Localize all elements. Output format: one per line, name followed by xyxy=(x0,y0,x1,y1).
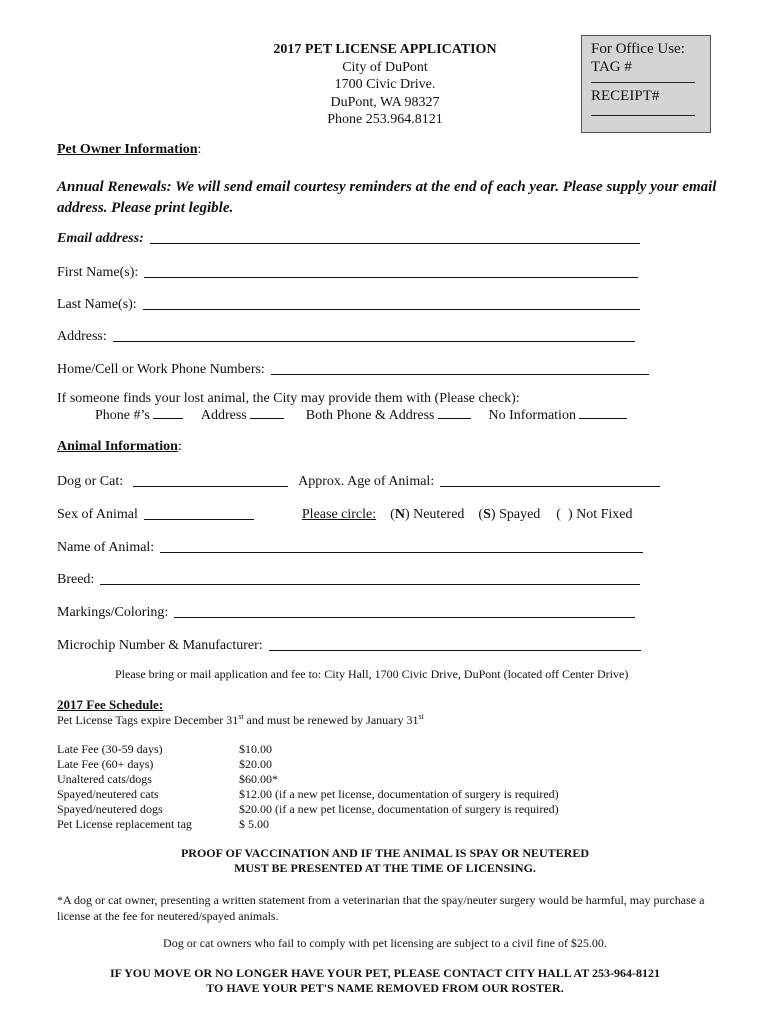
form-header xyxy=(230,41,540,129)
sex-field[interactable] xyxy=(144,518,254,520)
breed-field[interactable] xyxy=(100,583,640,585)
street-address: 1700 Civic Drive. xyxy=(334,77,436,92)
animal-name-label: Name of Animal: xyxy=(57,540,155,555)
mail-note: Please bring or mail application and fee to: City Hall, 1700 Civic Drive, DuPont (located off Center Drive) xyxy=(115,667,629,681)
phone-row xyxy=(57,360,649,378)
option-phone: Phone #’s xyxy=(95,408,150,423)
tag-blank[interactable] xyxy=(591,76,695,83)
move-notice: IF YOU MOVE OR NO LONGER HAVE YOUR PET, PLEASE CONTACT CITY HALL AT 253-964-8121 TO HAVE YOUR PET'S NAME REMOVED FROM OUR ROSTER. xyxy=(110,966,660,995)
city-name: City of DuPont xyxy=(342,59,428,75)
option-both: Both Phone & Address xyxy=(305,408,435,423)
option-phone-check[interactable] xyxy=(153,408,183,419)
address-label: Address: xyxy=(57,329,107,344)
renewal-note: Annual Renewals: We will send email courtesy reminders at the end of each year. Please supply your email address. Please print legible. xyxy=(57,179,717,216)
tag-label: TAG # xyxy=(591,59,632,75)
age-field[interactable] xyxy=(440,485,660,487)
fee-row: Spayed/neutered dogs $20.00 (if a new pet license, documentation of surgery is required) xyxy=(57,802,559,816)
first-name-row xyxy=(57,263,638,281)
fee-row: Late Fee (60+ days) $20.00 xyxy=(57,757,272,771)
option-address: Address xyxy=(200,408,247,423)
fee-row: Unaltered cats/dogs $60.00* xyxy=(57,772,278,786)
microchip-label: Microchip Number & Manufacturer: xyxy=(57,638,263,653)
animal-name-field[interactable] xyxy=(160,551,643,553)
sex-row xyxy=(57,505,633,523)
form-title: 2017 PET LICENSE APPLICATION xyxy=(273,42,497,57)
sex-label: Sex of Animal xyxy=(57,507,138,522)
last-name-row xyxy=(57,295,640,313)
office-use-box xyxy=(581,35,711,133)
address-row xyxy=(57,327,635,345)
option-address-check[interactable] xyxy=(250,408,284,419)
lost-animal-prompt: If someone finds your lost animal, the City may provide them with (Please check): xyxy=(57,391,520,406)
dog-cat-row xyxy=(57,472,660,490)
markings-label: Markings/Coloring: xyxy=(57,605,169,620)
office-use-label: For Office Use: xyxy=(591,41,685,57)
microchip-row xyxy=(57,636,641,654)
first-name-label: First Name(s): xyxy=(57,265,139,280)
first-name-field[interactable] xyxy=(144,276,638,278)
lost-animal-options xyxy=(95,408,627,424)
phone-number: Phone 253.964.8121 xyxy=(327,112,443,127)
last-name-field[interactable] xyxy=(143,308,640,310)
city-state-zip: DuPont, WA 98327 xyxy=(330,94,440,110)
asterisk-note: *A dog or cat owner, presenting a written statement from a veterinarian that the spay/neuter surgery would be harmful, may purchase a license at the fee for neutered/spayed animals. xyxy=(57,893,705,923)
markings-field[interactable] xyxy=(174,616,635,618)
address-field[interactable] xyxy=(113,340,635,342)
option-none: No Information xyxy=(488,408,576,423)
neutered-option[interactable]: (N) Neutered xyxy=(390,507,465,522)
dog-cat-field[interactable] xyxy=(133,485,288,487)
fee-row: Late Fee (30-59 days) $10.00 xyxy=(57,742,272,756)
email-field[interactable] xyxy=(150,242,640,244)
dog-cat-label: Dog or Cat: xyxy=(57,474,124,489)
fee-table xyxy=(57,742,559,832)
email-row xyxy=(57,229,640,247)
animal-name-row xyxy=(57,538,643,556)
fee-schedule-heading: 2017 Fee Schedule: xyxy=(57,697,164,712)
tag-expiry-note: Pet License Tags expire December 31st and must be renewed by January 31st xyxy=(57,712,424,727)
not-fixed-option[interactable]: ( ) Not Fixed xyxy=(556,507,633,522)
fee-row: Spayed/neutered cats $12.00 (if a new pet license, documentation of surgery is required) xyxy=(57,787,559,801)
markings-row xyxy=(57,603,635,621)
breed-label: Breed: xyxy=(57,572,95,587)
breed-row xyxy=(57,570,640,588)
option-both-check[interactable] xyxy=(438,408,471,419)
option-none-check[interactable] xyxy=(579,408,627,419)
civil-fine-note: Dog or cat owners who fail to comply with pet licensing are subject to a civil fine of $25.00. xyxy=(163,936,607,950)
last-name-label: Last Name(s): xyxy=(57,297,137,312)
email-label: Email address: xyxy=(57,231,144,246)
please-circle-label: Please circle: xyxy=(301,507,377,522)
proof-notice: PROOF OF VACCINATION AND IF THE ANIMAL IS SPAY OR NEUTERED MUST BE PRESENTED AT THE TIME OF LICENSING. xyxy=(180,846,590,875)
microchip-field[interactable] xyxy=(269,649,641,651)
receipt-blank[interactable] xyxy=(591,109,695,116)
age-label: Approx. Age of Animal: xyxy=(298,474,435,489)
phone-field[interactable] xyxy=(271,373,649,375)
fee-row: Pet License replacement tag $ 5.00 xyxy=(57,817,269,831)
phone-label: Home/Cell or Work Phone Numbers: xyxy=(57,362,265,377)
spayed-option[interactable]: (S) Spayed xyxy=(478,507,541,522)
animal-section-heading: Animal Information: xyxy=(57,439,182,454)
owner-section-heading: Pet Owner Information: xyxy=(57,142,202,157)
receipt-label: RECEIPT# xyxy=(591,88,660,104)
